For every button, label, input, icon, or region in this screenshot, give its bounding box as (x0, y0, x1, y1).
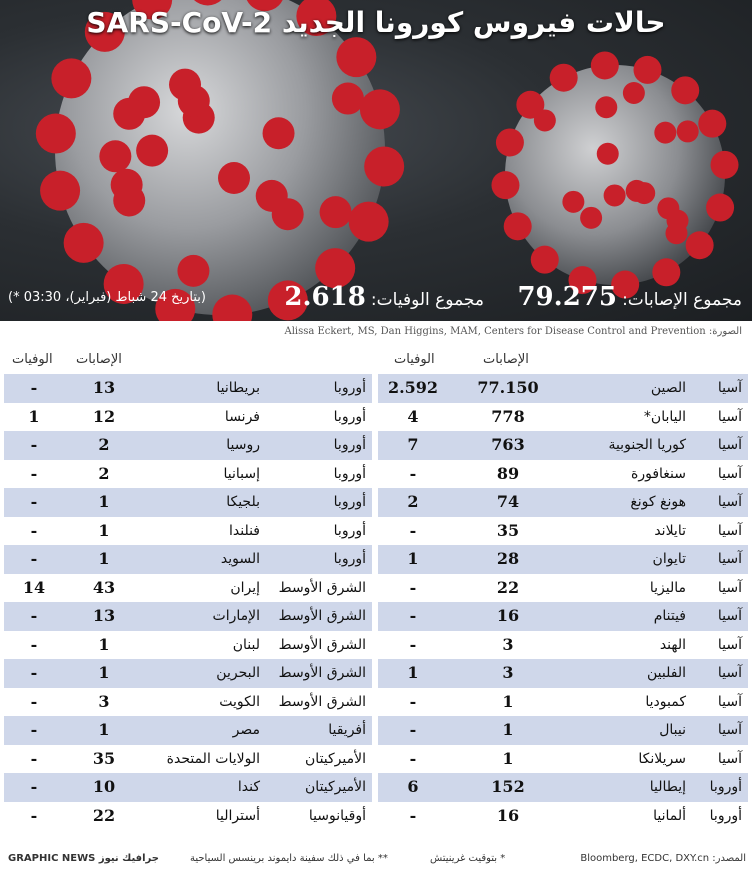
header-cases: الإصابات (76, 352, 122, 367)
deaths-cell: - (30, 777, 38, 796)
country-cell: كندا (237, 779, 260, 795)
spike-protein (626, 180, 648, 202)
deaths-cell: 2 (407, 492, 419, 511)
country-cell: تايلاند (654, 522, 686, 539)
table-row (378, 403, 748, 432)
spike-protein (706, 194, 734, 222)
table-row (4, 659, 372, 688)
region-cell: أوروبا (333, 522, 366, 539)
cases-cell: 1 (98, 549, 110, 568)
spike-protein (40, 171, 80, 211)
deaths-cell: 4 (407, 406, 419, 426)
region-cell: أوروبا (333, 437, 366, 453)
spike-protein (531, 246, 559, 274)
spike-protein (336, 37, 376, 77)
spike-protein (550, 64, 578, 92)
table-header (378, 346, 748, 374)
cases-cell: 13 (92, 378, 116, 397)
table-row (378, 773, 748, 802)
deaths-cell: - (30, 634, 38, 654)
cases-cell: 1 (502, 748, 514, 768)
table-row (378, 631, 748, 660)
country-cell: هونغ كونغ (630, 494, 686, 510)
country-cell: فرنسا (224, 408, 260, 425)
table-row (4, 574, 372, 603)
region-cell: أوروبا (333, 551, 366, 567)
table-row (4, 431, 372, 460)
cases-cell: 778 (491, 406, 525, 426)
region-cell: آسيا (717, 437, 742, 453)
spike-protein (686, 231, 714, 259)
deaths-cell: - (30, 606, 38, 625)
cases-table-left (4, 346, 372, 830)
deaths-cell: - (30, 748, 38, 768)
deaths-cell: - (409, 577, 417, 597)
country-cell: ماليزيا (649, 579, 686, 596)
table-row (4, 460, 372, 489)
country-cell: الكويت (219, 693, 260, 710)
deaths-cell: - (30, 691, 38, 711)
country-cell: كوريا الجنوبية (608, 437, 686, 453)
cases-cell: 3 (502, 663, 514, 682)
cases-cell: 2 (98, 435, 110, 454)
cases-cell: 1 (502, 691, 514, 711)
spike-protein (113, 98, 145, 130)
region-cell: آسيا (717, 665, 742, 681)
total-cases-value: 79.275 (517, 282, 617, 312)
spike-protein (597, 143, 619, 165)
country-cell: اليابان* (643, 408, 686, 425)
region-cell: أوروبا (709, 779, 742, 795)
country-cell: سريلانكا (638, 750, 686, 767)
cases-cell: 1 (98, 520, 110, 540)
cases-cell: 763 (491, 435, 525, 454)
spike-protein (51, 58, 91, 98)
cases-cell: 16 (496, 805, 520, 825)
header-cases: الإصابات (483, 352, 529, 367)
deaths-cell: - (409, 520, 417, 540)
deaths-cell: 1 (407, 663, 419, 682)
spike-protein (272, 198, 304, 230)
spike-protein (364, 146, 404, 186)
spike-protein (562, 191, 584, 213)
country-cell: إيران (230, 579, 260, 596)
cases-cell: 89 (496, 463, 520, 483)
deaths-cell: - (30, 463, 38, 483)
spike-protein (534, 109, 556, 131)
table-row (378, 716, 748, 745)
total-cases (517, 282, 742, 312)
country-cell: الصين (650, 380, 686, 396)
spike-protein (591, 51, 619, 79)
country-cell: إيطاليا (649, 779, 686, 795)
page-title: حالات فيروس كورونا الجديد SARS-CoV-2 (86, 6, 666, 39)
cases-cell: 74 (496, 492, 520, 511)
table-row (4, 374, 372, 403)
country-cell: تايوان (652, 551, 686, 567)
table-row (4, 403, 372, 432)
country-cell: الولايات المتحدة (166, 750, 260, 767)
spike-protein (595, 96, 617, 118)
country-cell: ألمانيا (653, 807, 686, 824)
deaths-cell: - (30, 805, 38, 825)
spike-protein (504, 212, 532, 240)
table-row (4, 631, 372, 660)
table-row (378, 517, 748, 546)
table-row (4, 488, 372, 517)
spike-protein (496, 128, 524, 156)
cases-cell: 35 (496, 520, 520, 540)
spike-protein (657, 197, 679, 219)
spike-protein (654, 122, 676, 144)
spike-protein (218, 162, 250, 194)
table-body (378, 374, 748, 830)
deaths-cell: - (30, 549, 38, 568)
country-cell: بريطانيا (216, 380, 260, 396)
deaths-cell: - (30, 720, 38, 739)
table-row (378, 488, 748, 517)
region-cell: أوروبا (333, 408, 366, 425)
table-body (4, 374, 372, 830)
totals-bar (0, 282, 752, 316)
spike-protein (491, 171, 519, 199)
cases-cell: 1 (98, 663, 110, 682)
header-deaths: الوفيات (12, 352, 53, 367)
deaths-cell: 14 (22, 577, 46, 597)
table-row (378, 574, 748, 603)
cases-cell: 43 (92, 577, 116, 597)
region-cell: آسيا (717, 551, 742, 567)
deaths-cell: - (409, 463, 417, 483)
total-deaths-label: مجموع الوفيات: (370, 290, 484, 310)
spike-protein (36, 114, 76, 154)
country-cell: روسيا (226, 437, 260, 453)
country-cell: البحرين (216, 665, 260, 681)
table-row (4, 545, 372, 574)
region-cell: أوروبا (709, 807, 742, 824)
cases-cell: 77.150 (477, 378, 539, 397)
deaths-cell: - (409, 805, 417, 825)
region-cell: الشرق الأوسط (278, 665, 366, 681)
country-cell: مصر (232, 722, 260, 738)
region-cell: آسيا (717, 380, 742, 396)
spike-protein (320, 196, 352, 228)
region-cell: آسيا (717, 750, 742, 767)
deaths-cell: - (30, 435, 38, 454)
country-cell: نيبال (659, 722, 686, 738)
region-cell: الشرق الأوسط (278, 636, 366, 653)
table-row (4, 688, 372, 717)
cases-cell: 10 (92, 777, 116, 796)
cases-cell: 3 (502, 634, 514, 654)
region-cell: آسيا (717, 465, 742, 482)
cases-cell: 1 (502, 720, 514, 739)
spike-protein (711, 151, 739, 179)
deaths-cell: 6 (407, 777, 419, 796)
region-cell: آسيا (717, 722, 742, 738)
cases-cell: 1 (98, 492, 110, 511)
spike-protein (99, 140, 131, 172)
spike-protein (263, 117, 295, 149)
table-row (4, 745, 372, 774)
region-cell: الشرق الأوسط (278, 579, 366, 596)
region-cell: آسيا (717, 408, 742, 425)
table-row (378, 745, 748, 774)
total-cases-label: مجموع الإصابات: (622, 290, 742, 310)
deaths-cell: - (30, 378, 38, 397)
table-row (378, 688, 748, 717)
deaths-cell: 7 (407, 435, 419, 454)
virus-hero-image (0, 0, 752, 321)
spike-protein (677, 120, 699, 142)
deaths-cell: - (409, 720, 417, 739)
cases-cell: 1 (98, 634, 110, 654)
region-cell: أفريقيا (328, 722, 366, 738)
header-deaths: الوفيات (394, 352, 435, 367)
cases-cell: 22 (496, 577, 520, 597)
spike-protein (671, 76, 699, 104)
timezone-note: * بتوقيت غرينيتش (430, 853, 506, 864)
deaths-cell: - (409, 748, 417, 768)
region-cell: آسيا (717, 522, 742, 539)
region-cell: أوروبا (333, 494, 366, 510)
spike-protein (332, 83, 364, 115)
table-row (378, 602, 748, 631)
total-deaths (284, 282, 484, 312)
region-cell: آسيا (717, 494, 742, 510)
cases-cell: 12 (92, 406, 116, 426)
deaths-cell: 1 (28, 406, 40, 426)
spike-protein (169, 69, 201, 101)
country-cell: الإمارات (212, 608, 260, 624)
country-cell: فيتنام (653, 608, 686, 624)
region-cell: الأميركيتان (305, 779, 366, 795)
country-cell: أستراليا (215, 807, 260, 824)
deaths-cell: - (30, 492, 38, 511)
table-row (4, 517, 372, 546)
table-divider (374, 372, 375, 844)
region-cell: أوروبا (333, 380, 366, 396)
country-cell: كمبوديا (645, 693, 686, 710)
cases-cell: 152 (491, 777, 525, 796)
deaths-cell: 2.592 (387, 378, 439, 397)
table-row (4, 802, 372, 831)
deaths-cell: - (409, 606, 417, 625)
region-cell: أوقيانوسيا (308, 807, 366, 824)
spike-protein (113, 184, 145, 216)
spike-protein (64, 223, 104, 263)
image-credit: الصورة: Alissa Eckert, MS, Dan Higgins, MAM, Centers for Disease Control and Prevention (284, 326, 742, 337)
region-cell: آسيا (717, 579, 742, 596)
spike-protein (360, 89, 400, 129)
table-row (4, 716, 372, 745)
country-cell: السويد (220, 551, 260, 567)
table-row (378, 802, 748, 831)
deaths-cell: - (30, 520, 38, 540)
ship-note: ** بما في ذلك سفينة دايموند برينسس السياحية (190, 853, 388, 864)
table-row (378, 460, 748, 489)
cases-cell: 16 (496, 606, 520, 625)
cases-cell: 22 (92, 805, 116, 825)
cases-cell: 28 (496, 549, 520, 568)
region-cell: آسيا (717, 608, 742, 624)
table-row (378, 659, 748, 688)
cases-cell: 1 (98, 720, 110, 739)
cases-cell: 3 (98, 691, 110, 711)
cases-cell: 35 (92, 748, 116, 768)
cases-cell: 2 (98, 463, 110, 483)
region-cell: الشرق الأوسط (278, 608, 366, 624)
region-cell: أوروبا (333, 465, 366, 482)
spike-protein (604, 184, 626, 206)
region-cell: الأميركيتان (305, 750, 366, 767)
deaths-cell: - (409, 634, 417, 654)
spike-protein (349, 202, 389, 242)
country-cell: سنغافورة (631, 465, 686, 482)
deaths-cell: - (30, 663, 38, 682)
country-cell: الهند (659, 636, 686, 653)
graphic-news-logo: GRAPHIC NEWS جرافيك نيوز (8, 853, 159, 864)
footer (0, 850, 752, 870)
table-row (4, 602, 372, 631)
total-deaths-value: 2.618 (284, 282, 366, 312)
table-row (378, 545, 748, 574)
spike-protein (136, 135, 168, 167)
cases-table-right (378, 346, 748, 830)
spike-protein (623, 82, 645, 104)
country-cell: لبنان (232, 636, 260, 653)
coronavirus-illustration (0, 0, 752, 321)
deaths-cell: 1 (407, 549, 419, 568)
region-cell: آسيا (717, 636, 742, 653)
date-note: (بتاريخ 24 شباط (فبراير)، 03:30 *) (8, 290, 206, 305)
spike-protein (580, 207, 602, 229)
country-cell: فنلندا (228, 522, 260, 539)
country-cell: بلجيكا (226, 494, 260, 510)
table-header (4, 346, 372, 374)
country-cell: الفلبين (647, 665, 686, 681)
spike-protein (634, 56, 662, 84)
deaths-cell: - (409, 691, 417, 711)
table-row (4, 773, 372, 802)
table-row (378, 431, 748, 460)
country-cell: إسبانيا (223, 465, 260, 482)
cases-cell: 13 (92, 606, 116, 625)
table-row (378, 374, 748, 403)
region-cell: آسيا (717, 693, 742, 710)
spike-protein (698, 110, 726, 138)
region-cell: الشرق الأوسط (278, 693, 366, 710)
source-note: المصدر: Bloomberg, ECDC, DXY.cn (580, 853, 746, 864)
